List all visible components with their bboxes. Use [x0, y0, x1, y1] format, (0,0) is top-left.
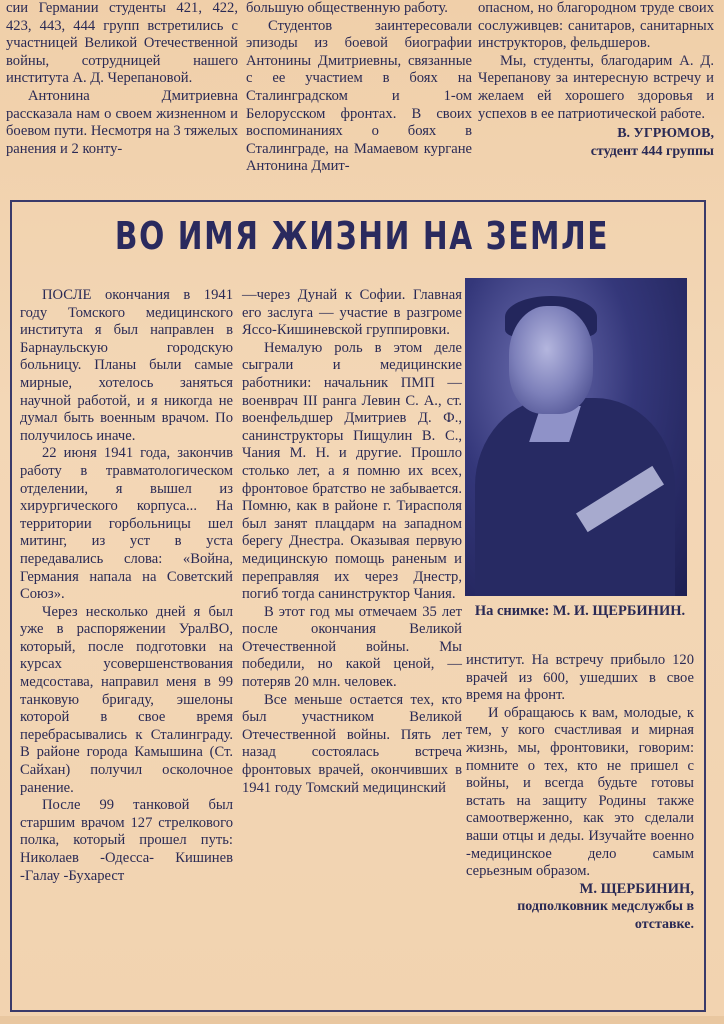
portrait-photo [465, 278, 687, 596]
top-article [0, 0, 724, 196]
top-article-signature [478, 125, 714, 161]
paragraph: 22 июня 1941 года, закончив работу в травматологическом отделении, я вышел из хирургического корпуса... На территории горбольницы шел митинг, из уст в уста передавались слова: «Война, Германия напала на Советский Союз». [20, 445, 233, 603]
article-headline: ВО ИМЯ ЖИЗНИ НА ЗЕМЛЕ [114, 214, 610, 258]
paragraph: большую общественную работу. [246, 0, 448, 16]
paragraph: И обращаюсь к вам, молодые, к тем, у кого счастливая и мирная жизнь, мы, фронтовики, говорим: помните о тех, кто не пришел с войны, и всегда будьте готовы встать на защиту Родины также самоотверженно, как это сделали ваши отцы и деды. Изучайте военно -медицинское дело самым серьезным образом. [466, 704, 694, 880]
paragraph: опасном, но благородном труде своих сослуживцев: санитаров, санитарных инструкторов, фельдшеров. [478, 0, 714, 52]
paragraph: Немалую роль в этом деле сыграли и медицинские работники: начальник ПМП — военврач III ранга Левин С. А., ст. военфельдшер Дмитриев Д. Ф., санинструкторы Пищулин В. С., Чания М. Н. и другие. Прошло столько лет, а я помню их всех, фронтовое братство не забывается. Помню, как в районе г. Тирасполя был занят плацдарм на западном берегу Днестра. Оказывая первую медицинскую помощь раненым и переправляя их через Днестр, погиб тогда санинструктор Чания. [242, 339, 462, 603]
paragraph: Через несколько дней я был уже в распоряжении УралВО, который, после подготовки на курсах усовершенствования медсостава, направил меня в 99 танковую бригаду, эшелоны которой в свое время перебрасывались к Сталинграду. В районе города Камышина (Ст. Сайхан) получил осколочное ранение. [20, 603, 233, 796]
top-article-column-3 [478, 0, 714, 161]
paragraph: Все меньше остается тех, кто был участником Великой Отечественной войны. Пять лет назад состоялась встреча фронтовых врачей, окончивших в 1941 году Томский медицинский [242, 691, 462, 796]
top-article-column-1 [6, 0, 238, 158]
signature-name: М. ЩЕРБИНИН, [579, 880, 694, 897]
article-signature [466, 881, 694, 934]
signature-name: В. УГРЮМОВ, [617, 126, 714, 142]
paragraph: Мы, студенты, благодарим А. Д. Черепанову за интересную встречу и желаем ей хорошего здоровья и успехов в ее патриотической работе. [478, 52, 714, 122]
paragraph: сии Германии студенты 421, 422, 423, 443, 444 групп встретились с участницей Великой Отечественной войны, сотрудницей нашего института А. Д. Черепановой. [6, 0, 238, 87]
paragraph: Студентов заинтересовали эпизоды из боевой биографии Антонины Дмитриевны, связанные с ее участием в боях на Сталинградском и 1-ом Белорусском фронтах. В своих воспоминаниях о боях в Сталинграде, на Мамаевом кургане Антонина Дмит- [246, 17, 472, 175]
paragraph: ПОСЛЕ окончания в 1941 году Томского медицинского института я был направлен в Барнаульскую городскую больницу. Планы были самые мирные, хотелось заняться научной работой, и я никогда не думал быть военным врачом. По получилось иначе. [20, 287, 233, 444]
paragraph: После 99 танковой был старшим врачом 127 стрелкового полка, который прошел путь: Николаев -Одесса- Кишинев -Галау -Бухарест [20, 797, 233, 884]
paragraph: —через Дунай к Софии. Главная его заслуга — участие в разгроме Яссо-Кишиневской группировки. [242, 287, 462, 339]
signature-role: подполковник медслужбы в отставке. [517, 899, 694, 932]
paragraph: институт. На встречу прибыло 120 врачей из 600, ушедших в свое время на фронт. [466, 652, 694, 704]
article-column-3 [466, 652, 694, 934]
article-column-2 [242, 287, 462, 797]
face-shape [509, 306, 593, 414]
signature-role: студент 444 группы [590, 144, 714, 160]
paragraph: Антонина Дмитриевна рассказала нам о своем жизненном и боевом пути. Несмотря на 3 тяжелых ранения и 2 конту- [6, 87, 238, 157]
uniform-shape [475, 398, 675, 596]
page-edge [0, 1016, 724, 1024]
top-article-column-2 [246, 0, 472, 176]
article-column-1 [20, 287, 233, 885]
paragraph: В этот год мы отмечаем 35 лет после окончания Великой Отечественной войны. Мы победили, но какой ценой, — потеряв 20 млн. человек. [242, 603, 462, 691]
photo-caption: На снимке: М. И. ЩЕРБИНИН. [474, 603, 686, 619]
